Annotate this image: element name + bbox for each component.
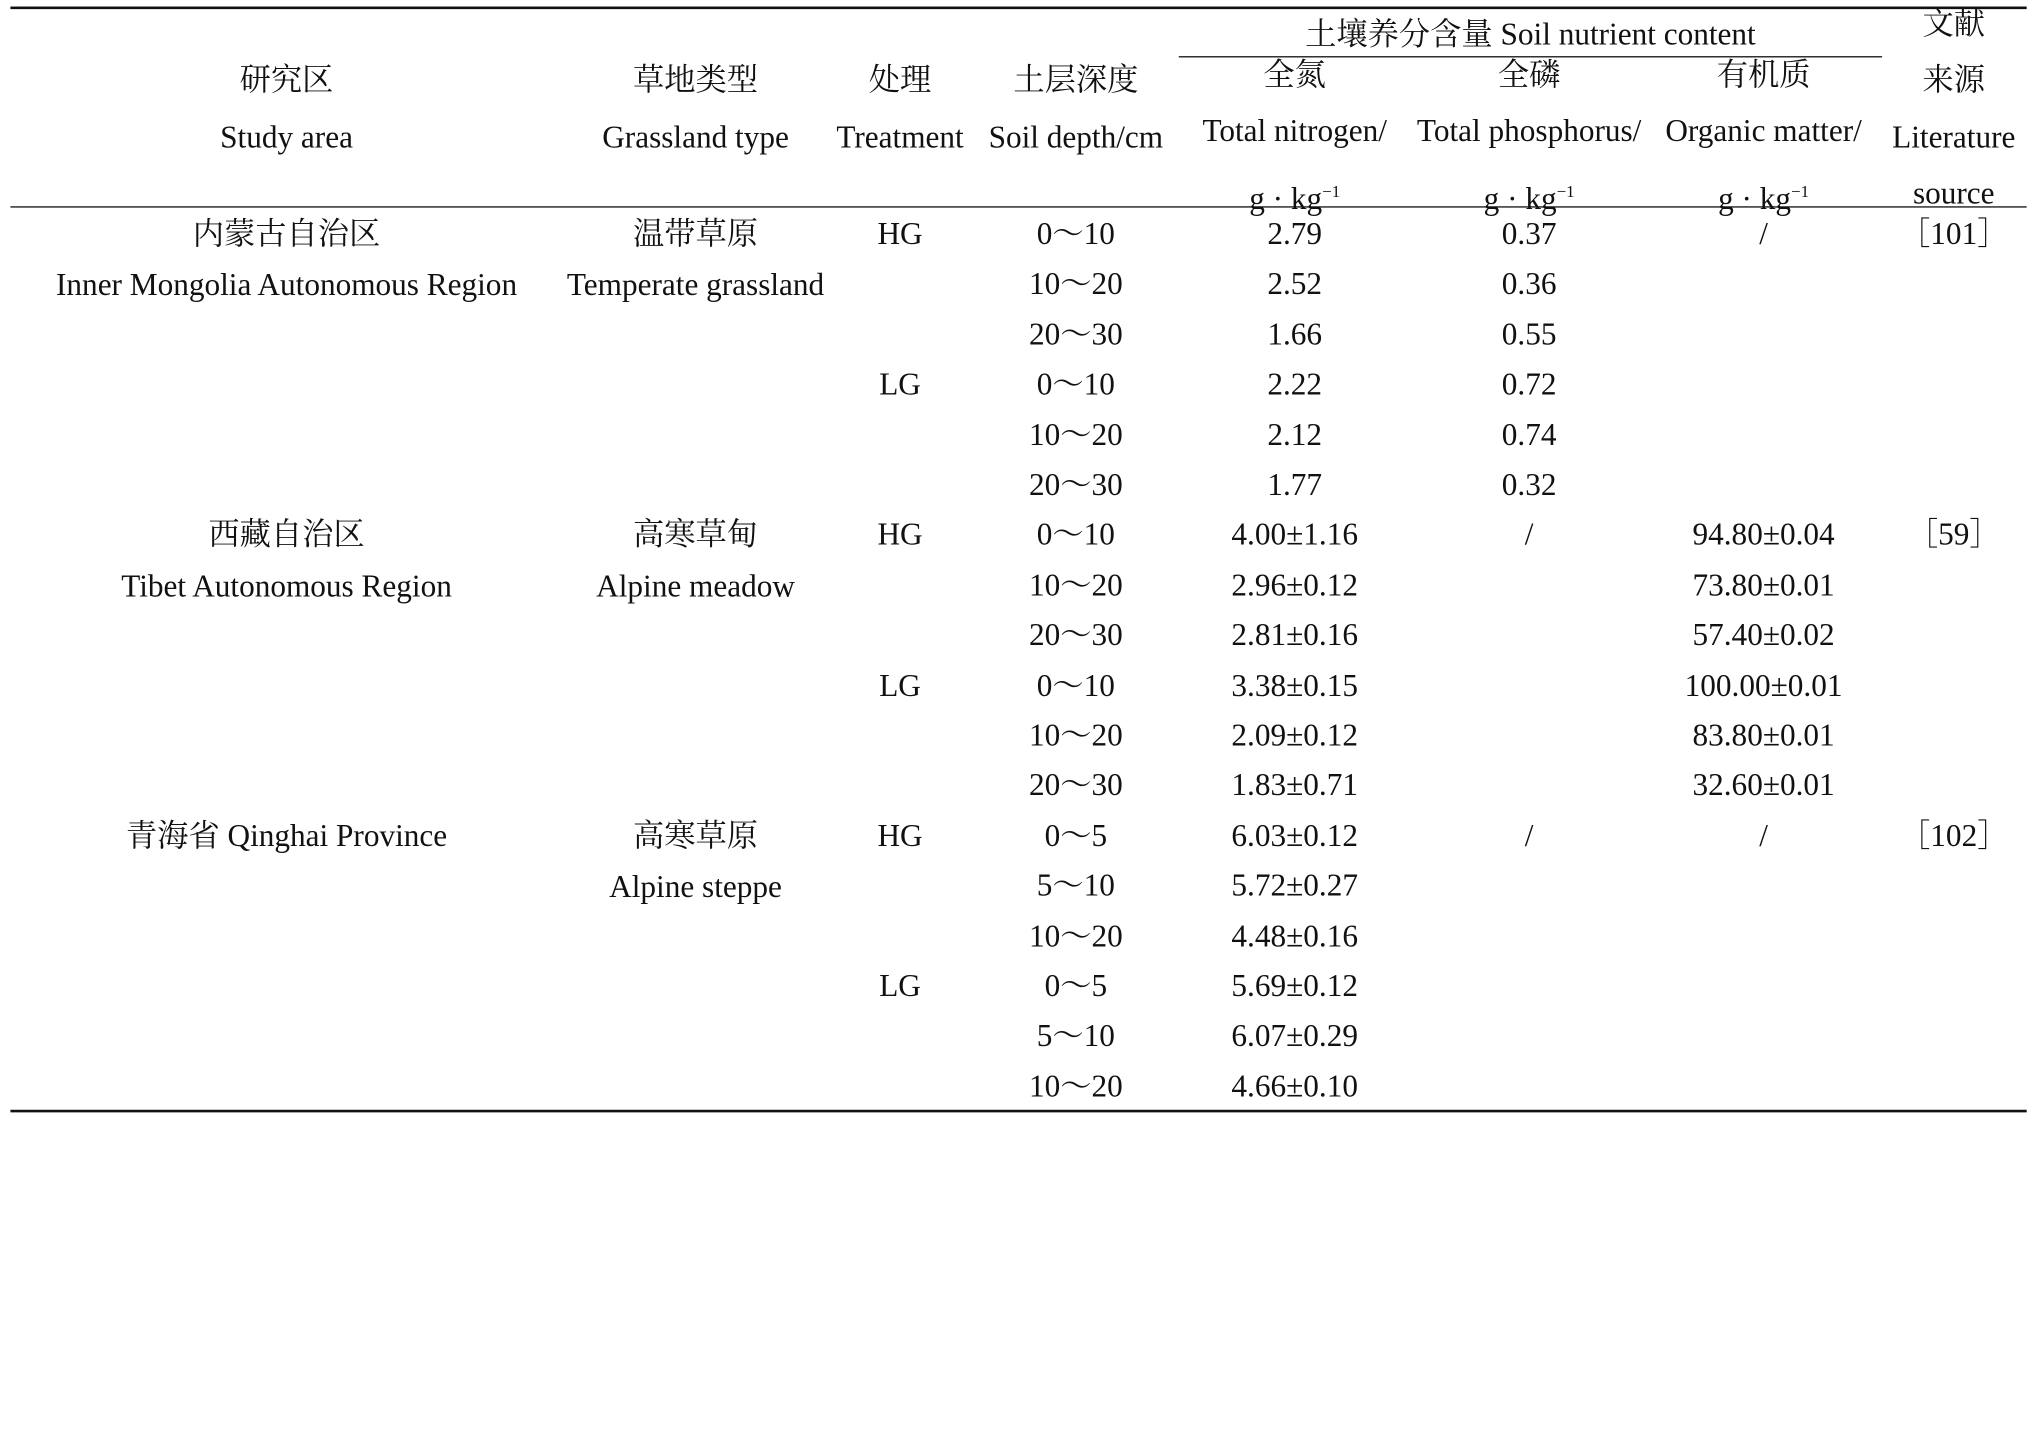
row-soil-depth: 20～30 <box>1028 619 1123 654</box>
row-organic-matter: 73.80±0.01 <box>1692 568 1835 603</box>
row-soil-depth: 10～20 <box>1028 1070 1123 1105</box>
region-area-zh: 西藏自治区 <box>208 518 365 553</box>
header-total-nitrogen-unit: $g \cdot kg^{-1}$ <box>1249 181 1341 217</box>
region-type-zh: 高寒草原 <box>633 819 759 854</box>
row-total-nitrogen: 2.22 <box>1267 368 1323 403</box>
row-soil-depth: 0～5 <box>1044 970 1108 1005</box>
row-organic-matter: 83.80±0.01 <box>1692 719 1835 754</box>
row-total-phosphorus: 0.37 <box>1501 218 1557 252</box>
region-reference: ［59］ <box>1906 518 2001 553</box>
row-total-phosphorus: / <box>1524 518 1534 553</box>
row-treatment: HG <box>877 218 923 252</box>
row-soil-depth: 0～10 <box>1036 368 1115 403</box>
row-total-phosphorus: 0.72 <box>1501 368 1557 403</box>
header-organic-matter-zh: 有机质 <box>1716 58 1811 93</box>
row-soil-depth: 20～30 <box>1028 318 1123 353</box>
row-total-nitrogen: 2.81±0.16 <box>1231 619 1358 654</box>
header-total-nitrogen-en: Total nitrogen/ <box>1202 114 1387 149</box>
row-soil-depth: 0～10 <box>1036 518 1115 553</box>
row-total-nitrogen: 2.79 <box>1267 218 1323 252</box>
header-nutrient-group: 土壤养分含量 Soil nutrient content <box>1305 18 1756 53</box>
row-soil-depth: 10～20 <box>1028 919 1123 954</box>
region-area-zh: 青海省 Qinghai Province <box>125 819 448 854</box>
header-literature-zh1: 文献 <box>1922 7 1986 42</box>
header-total-phosphorus-zh: 全磷 <box>1497 58 1561 93</box>
row-organic-matter: / <box>1759 819 1768 854</box>
row-soil-depth: 5～10 <box>1036 869 1115 904</box>
header-soil-depth-en: Soil depth/cm <box>988 121 1164 156</box>
row-total-phosphorus: 0.32 <box>1501 468 1557 503</box>
region-type-zh: 高寒草甸 <box>633 518 759 553</box>
region-area-en: Tibet Autonomous Region <box>121 570 452 605</box>
region-area-zh: 内蒙古自治区 <box>192 218 381 252</box>
region-reference: ［101］ <box>1899 218 2009 252</box>
header-organic-matter-en: Organic matter/ <box>1665 114 1862 149</box>
row-organic-matter: / <box>1759 218 1768 252</box>
row-treatment: LG <box>879 368 921 403</box>
row-soil-depth: 10～20 <box>1028 268 1123 303</box>
row-total-phosphorus: 0.55 <box>1501 318 1557 353</box>
row-treatment: HG <box>877 518 923 553</box>
row-total-nitrogen: 6.07±0.29 <box>1231 1020 1358 1055</box>
row-organic-matter: 57.40±0.02 <box>1692 619 1835 654</box>
row-soil-depth: 10～20 <box>1028 719 1123 754</box>
row-total-nitrogen: 5.72±0.27 <box>1231 869 1358 904</box>
header-study-area-en: Study area <box>220 121 353 156</box>
header-grassland-type-zh: 草地类型 <box>633 63 759 98</box>
row-total-nitrogen: 1.66 <box>1267 318 1323 353</box>
row-soil-depth: 20～30 <box>1028 769 1123 804</box>
region-type-zh: 温带草原 <box>633 218 759 252</box>
row-soil-depth: 10～20 <box>1028 418 1123 453</box>
row-total-nitrogen: 4.00±1.16 <box>1231 518 1358 553</box>
row-soil-depth: 0～5 <box>1044 819 1108 854</box>
header-grassland-type-en: Grassland type <box>602 121 789 156</box>
header-total-nitrogen-zh: 全氮 <box>1263 58 1326 93</box>
header-literature-en2: source <box>1912 177 1995 212</box>
header-treatment-en: Treatment <box>836 121 964 156</box>
header-soil-depth-zh: 土层深度 <box>1013 63 1139 98</box>
row-soil-depth: 0～10 <box>1036 669 1115 704</box>
top-rule <box>10 7 2026 10</box>
row-total-nitrogen: 6.03±0.12 <box>1231 819 1358 854</box>
row-total-phosphorus: 0.36 <box>1501 268 1557 303</box>
row-treatment: LG <box>879 970 921 1005</box>
row-soil-depth: 10～20 <box>1028 568 1123 603</box>
row-total-nitrogen: 3.38±0.15 <box>1231 669 1358 704</box>
row-total-nitrogen: 1.83±0.71 <box>1231 769 1358 804</box>
row-soil-depth: 0～10 <box>1036 218 1115 252</box>
header-treatment-zh: 处理 <box>868 63 932 98</box>
header-study-area-zh: 研究区 <box>239 63 334 98</box>
row-total-nitrogen: 4.48±0.16 <box>1231 919 1358 954</box>
header-total-phosphorus-en: Total phosphorus/ <box>1416 114 1642 149</box>
region-type-en: Alpine meadow <box>596 570 795 605</box>
region-type-en: Temperate grassland <box>566 269 825 304</box>
row-soil-depth: 5～10 <box>1036 1020 1115 1055</box>
row-organic-matter: 32.60±0.01 <box>1692 769 1835 804</box>
row-total-nitrogen: 2.09±0.12 <box>1231 719 1358 754</box>
region-area-en: Inner Mongolia Autonomous Region <box>56 269 518 304</box>
header-total-phosphorus-unit: $g \cdot kg^{-1}$ <box>1483 181 1575 217</box>
region-reference: ［102］ <box>1899 819 2009 854</box>
row-treatment: LG <box>879 669 921 704</box>
row-total-nitrogen: 2.96±0.12 <box>1231 568 1358 603</box>
row-organic-matter: 94.80±0.04 <box>1692 518 1835 553</box>
header-literature-zh2: 来源 <box>1922 63 1986 98</box>
row-treatment: HG <box>877 819 923 854</box>
header-literature-en1: Literature <box>1892 121 2016 156</box>
row-total-nitrogen: 1.77 <box>1267 468 1323 503</box>
row-total-nitrogen: 5.69±0.12 <box>1231 970 1358 1005</box>
row-total-phosphorus: 0.74 <box>1501 418 1557 453</box>
row-total-phosphorus: / <box>1524 819 1534 854</box>
row-total-nitrogen: 4.66±0.10 <box>1231 1070 1358 1105</box>
region-type-en: Alpine steppe <box>609 871 782 906</box>
row-total-nitrogen: 2.52 <box>1267 268 1323 303</box>
row-total-nitrogen: 2.12 <box>1267 418 1323 453</box>
row-soil-depth: 20～30 <box>1028 468 1123 503</box>
row-organic-matter: 100.00±0.01 <box>1684 669 1843 704</box>
header-organic-matter-unit: $g \cdot kg^{-1}$ <box>1718 181 1810 217</box>
